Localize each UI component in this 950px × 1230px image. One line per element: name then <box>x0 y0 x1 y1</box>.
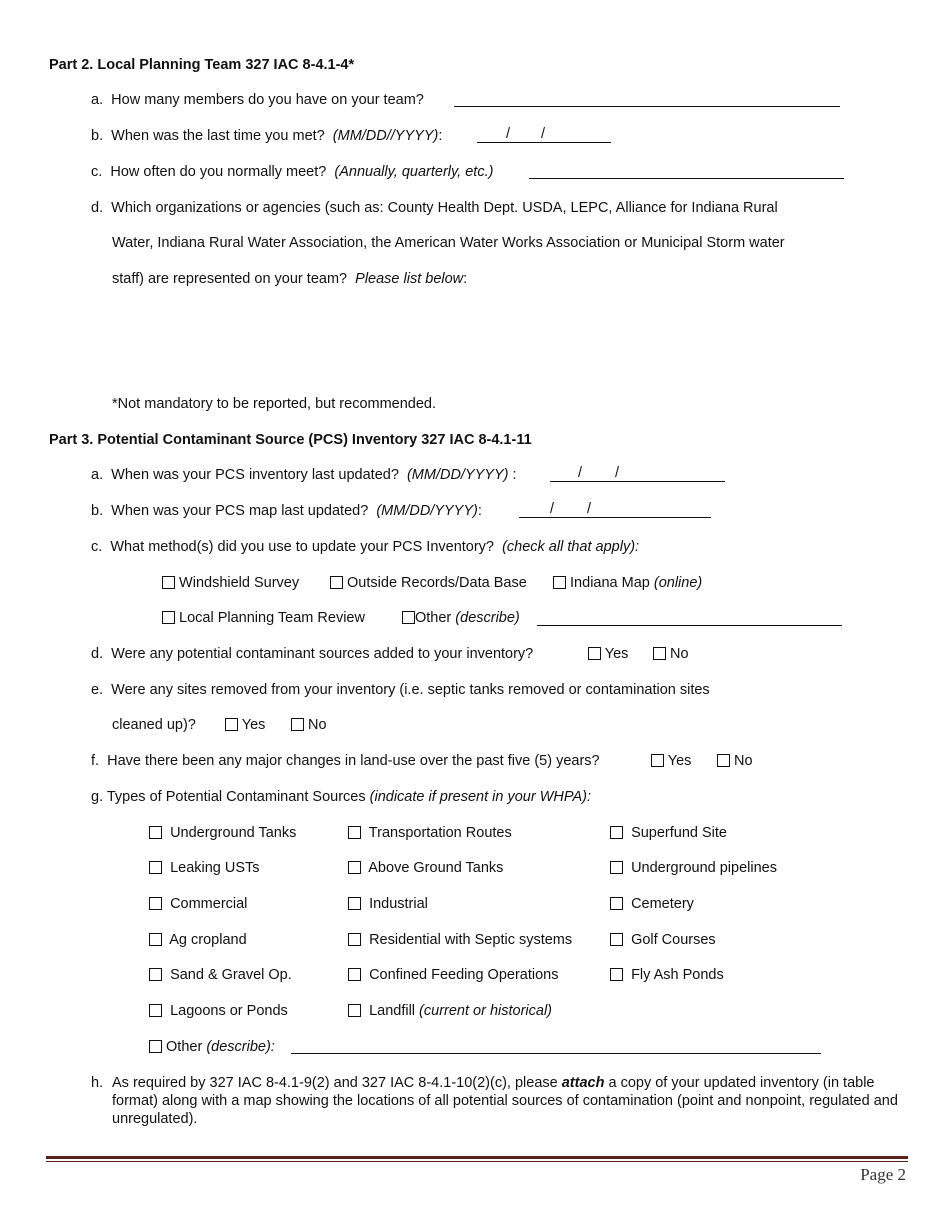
colon: : <box>438 128 443 144</box>
question-text: When was the last time you met? <box>111 128 325 144</box>
source-cemetery <box>610 895 694 913</box>
method-indiana-map <box>553 574 702 592</box>
source-checkbox[interactable] <box>149 968 162 981</box>
date-slash: / <box>541 126 546 142</box>
method-windshield-survey <box>162 574 299 592</box>
question-text-line2: Water, Indiana Rural Water Association, the American Water Works Association or Municipal Storm water <box>112 235 785 251</box>
source-lagoons-ponds <box>149 1002 288 1020</box>
date-slash: / <box>506 126 511 142</box>
source-label: Golf Courses <box>631 932 716 948</box>
source-landfill <box>348 1002 552 1020</box>
option-label: Other <box>415 610 452 626</box>
local-team-review-checkbox[interactable] <box>162 611 175 624</box>
source-leaking-usts <box>149 859 260 877</box>
option-hint: (describe) <box>455 610 520 626</box>
part3-item-b <box>91 502 482 520</box>
source-label: Above Ground Tanks <box>368 860 504 876</box>
source-industrial <box>348 895 428 913</box>
source-checkbox[interactable] <box>149 897 162 910</box>
date-format-hint: (MM/DD/YYYY) <box>376 503 478 519</box>
item-marker: c. <box>91 164 103 180</box>
source-commercial <box>149 895 247 913</box>
landuse-yes-checkbox[interactable] <box>651 754 664 767</box>
landuse-no <box>717 752 753 770</box>
option-label: Local Planning Team Review <box>179 610 365 626</box>
item-marker: d. <box>91 646 104 662</box>
removed-no <box>291 716 327 734</box>
question-text: When was your PCS inventory last updated? <box>111 467 399 483</box>
date-format-hint: (MM/DD//YYYY) <box>332 128 439 144</box>
item-marker: a. <box>91 92 104 108</box>
source-label: Underground pipelines <box>631 860 777 876</box>
item-marker: e. <box>91 682 104 698</box>
source-label: Transportation Routes <box>368 825 512 841</box>
source-label: Fly Ash Ponds <box>631 967 724 983</box>
question-text: What method(s) did you use to update your PCS Inventory? <box>110 539 494 555</box>
source-residential-septic <box>348 931 572 949</box>
source-other <box>149 1038 275 1056</box>
source-golf-courses <box>610 931 716 949</box>
part3-heading: Part 3. Potential Contaminant Source (PCS) Inventory 327 IAC 8-4.1-11 <box>49 432 532 448</box>
source-other-checkbox[interactable] <box>149 1040 162 1053</box>
mandatory-note: *Not mandatory to be reported, but recommended. <box>112 396 437 412</box>
method-other-checkbox[interactable] <box>402 611 415 624</box>
line3-text: staff) are represented on your team? <box>112 271 348 287</box>
colon: : <box>463 271 468 287</box>
source-sand-gravel <box>149 966 292 984</box>
yes-label: Yes <box>604 646 629 662</box>
question-text: When was your PCS map last updated? <box>111 503 369 519</box>
part3-item-a <box>91 466 517 484</box>
question-text: Types of Potential Contaminant Sources <box>106 789 366 805</box>
item-marker-h: h. <box>91 1075 104 1091</box>
date-slash: / <box>615 465 620 481</box>
item-marker: b. <box>91 503 104 519</box>
source-label: Industrial <box>369 896 428 912</box>
method-other-describe-field[interactable] <box>537 611 842 626</box>
question-text-line2: cleaned up)? <box>112 717 196 733</box>
source-fly-ash-ponds <box>610 966 724 984</box>
source-ag-cropland <box>149 931 247 949</box>
question-text-line3 <box>112 270 467 288</box>
source-underground-pipelines <box>610 859 777 877</box>
source-checkbox[interactable] <box>348 1004 361 1017</box>
method-outside-records <box>330 574 527 592</box>
page-number: Page 2 <box>860 1165 906 1184</box>
question-text: Have there been any major changes in land-use over the past five (5) years? <box>107 753 600 769</box>
source-underground-tanks <box>149 824 296 842</box>
yes-label: Yes <box>667 753 692 769</box>
removed-yes <box>225 716 265 734</box>
date-slash: / <box>578 465 583 481</box>
source-checkbox[interactable] <box>610 826 623 839</box>
source-label: Landfill <box>369 1003 416 1019</box>
date-format-hint: (MM/DD/YYYY) <box>406 467 509 483</box>
part2-heading: Part 2. Local Planning Team 327 IAC 8-4.1-4* <box>49 57 355 73</box>
source-checkbox[interactable] <box>348 826 361 839</box>
part3-item-h <box>112 1074 907 1128</box>
meeting-frequency-field[interactable] <box>529 164 844 179</box>
landuse-no-checkbox[interactable] <box>717 754 730 767</box>
no-label: No <box>308 717 327 733</box>
source-checkbox[interactable] <box>348 968 361 981</box>
landuse-yes <box>651 752 691 770</box>
source-label: Commercial <box>170 896 248 912</box>
colon: : <box>477 503 482 519</box>
option-label: Indiana Map <box>570 575 650 591</box>
no-label: No <box>670 646 689 662</box>
team-members-field[interactable] <box>454 92 840 107</box>
question-text-line1: Which organizations or agencies (such as: County Health Dept. USDA, LEPC, Alliance for Indiana Rural <box>111 200 778 216</box>
other-label: Other <box>166 1039 203 1055</box>
option-label: Windshield Survey <box>179 575 300 591</box>
instruction-text-end: a copy of your updated inventory (in table format) along with a map showing the locations of all potential sources of contamination (point and nonpoint, regulated and unregulated). <box>112 1075 898 1127</box>
outside-records-checkbox[interactable] <box>330 576 343 589</box>
source-checkbox[interactable] <box>610 968 623 981</box>
part3-item-d <box>91 645 533 663</box>
source-above-ground-tanks <box>348 859 503 877</box>
list-below-hint: Please list below <box>355 271 464 287</box>
source-checkbox[interactable] <box>149 933 162 946</box>
last-meeting-date-field[interactable] <box>477 128 611 143</box>
source-checkbox[interactable] <box>348 861 361 874</box>
part3-item-e <box>91 681 710 699</box>
frequency-hint: (Annually, quarterly, etc.) <box>334 164 494 180</box>
source-checkbox[interactable] <box>610 933 623 946</box>
question-text: How often do you normally meet? <box>110 164 327 180</box>
no-label: No <box>734 753 753 769</box>
source-checkbox[interactable] <box>348 933 361 946</box>
part3-item-g <box>91 788 591 806</box>
question-text-line1: Were any sites removed from your inventory (i.e. septic tanks removed or contamination sites <box>111 682 710 698</box>
source-label: Superfund Site <box>631 825 727 841</box>
part3-item-f <box>91 752 600 770</box>
whpa-hint: (indicate if present in your WHPA): <box>369 789 591 805</box>
method-local-team-review <box>162 609 365 627</box>
item-marker: c. <box>91 539 103 555</box>
source-label: Ag cropland <box>169 932 247 948</box>
item-marker: a. <box>91 467 104 483</box>
option-label: Outside Records/Data Base <box>347 575 527 591</box>
footer-rule-thin <box>46 1161 908 1162</box>
date-slash: / <box>587 501 592 517</box>
source-checkbox[interactable] <box>149 826 162 839</box>
source-label: Confined Feeding Operations <box>369 967 559 983</box>
check-all-hint: (check all that apply): <box>502 539 640 555</box>
windshield-survey-checkbox[interactable] <box>162 576 175 589</box>
removed-yes-checkbox[interactable] <box>225 718 238 731</box>
source-checkbox[interactable] <box>149 1004 162 1017</box>
source-label: Underground Tanks <box>170 825 297 841</box>
source-label: Residential with Septic systems <box>369 932 573 948</box>
source-checkbox[interactable] <box>610 897 623 910</box>
method-other <box>402 609 520 627</box>
source-transportation-routes <box>348 824 512 842</box>
added-no <box>653 645 689 663</box>
source-confined-feeding <box>348 966 559 984</box>
other-hint: (describe): <box>206 1039 275 1055</box>
question-text: How many members do you have on your team? <box>111 92 424 108</box>
source-label: Cemetery <box>631 896 694 912</box>
source-checkbox[interactable] <box>149 861 162 874</box>
question-text: Were any potential contaminant sources added to your inventory? <box>111 646 534 662</box>
source-label: Leaking USTs <box>170 860 260 876</box>
item-marker: g. <box>91 789 104 805</box>
indiana-map-checkbox[interactable] <box>553 576 566 589</box>
added-no-checkbox[interactable] <box>653 647 666 660</box>
source-other-describe-field[interactable] <box>291 1039 821 1054</box>
source-label: Sand & Gravel Op. <box>170 967 292 983</box>
source-superfund-site <box>610 824 727 842</box>
added-yes <box>588 645 628 663</box>
part2-item-a <box>91 91 424 109</box>
item-marker: b. <box>91 128 104 144</box>
part2-item-c <box>91 163 493 181</box>
colon: : <box>508 467 517 483</box>
part2-item-b <box>91 127 442 145</box>
source-label: Lagoons or Ponds <box>170 1003 288 1019</box>
item-marker: d. <box>91 200 104 216</box>
footer-rule <box>46 1156 908 1159</box>
part3-item-c <box>91 538 639 556</box>
map-date-field[interactable] <box>519 503 711 518</box>
yes-label: Yes <box>241 717 266 733</box>
item-marker: f. <box>91 753 100 769</box>
source-checkbox[interactable] <box>610 861 623 874</box>
date-slash: / <box>550 501 555 517</box>
removed-no-checkbox[interactable] <box>291 718 304 731</box>
inventory-date-field[interactable] <box>550 467 725 482</box>
instruction-text: As required by 327 IAC 8-4.1-9(2) and 327 IAC 8-4.1-10(2)(c), please <box>112 1075 558 1091</box>
option-hint: (online) <box>653 575 703 591</box>
source-checkbox[interactable] <box>348 897 361 910</box>
landfill-hint: (current or historical) <box>419 1003 552 1019</box>
added-yes-checkbox[interactable] <box>588 647 601 660</box>
part2-item-d <box>91 199 778 217</box>
attach-emphasis: attach <box>561 1075 605 1091</box>
